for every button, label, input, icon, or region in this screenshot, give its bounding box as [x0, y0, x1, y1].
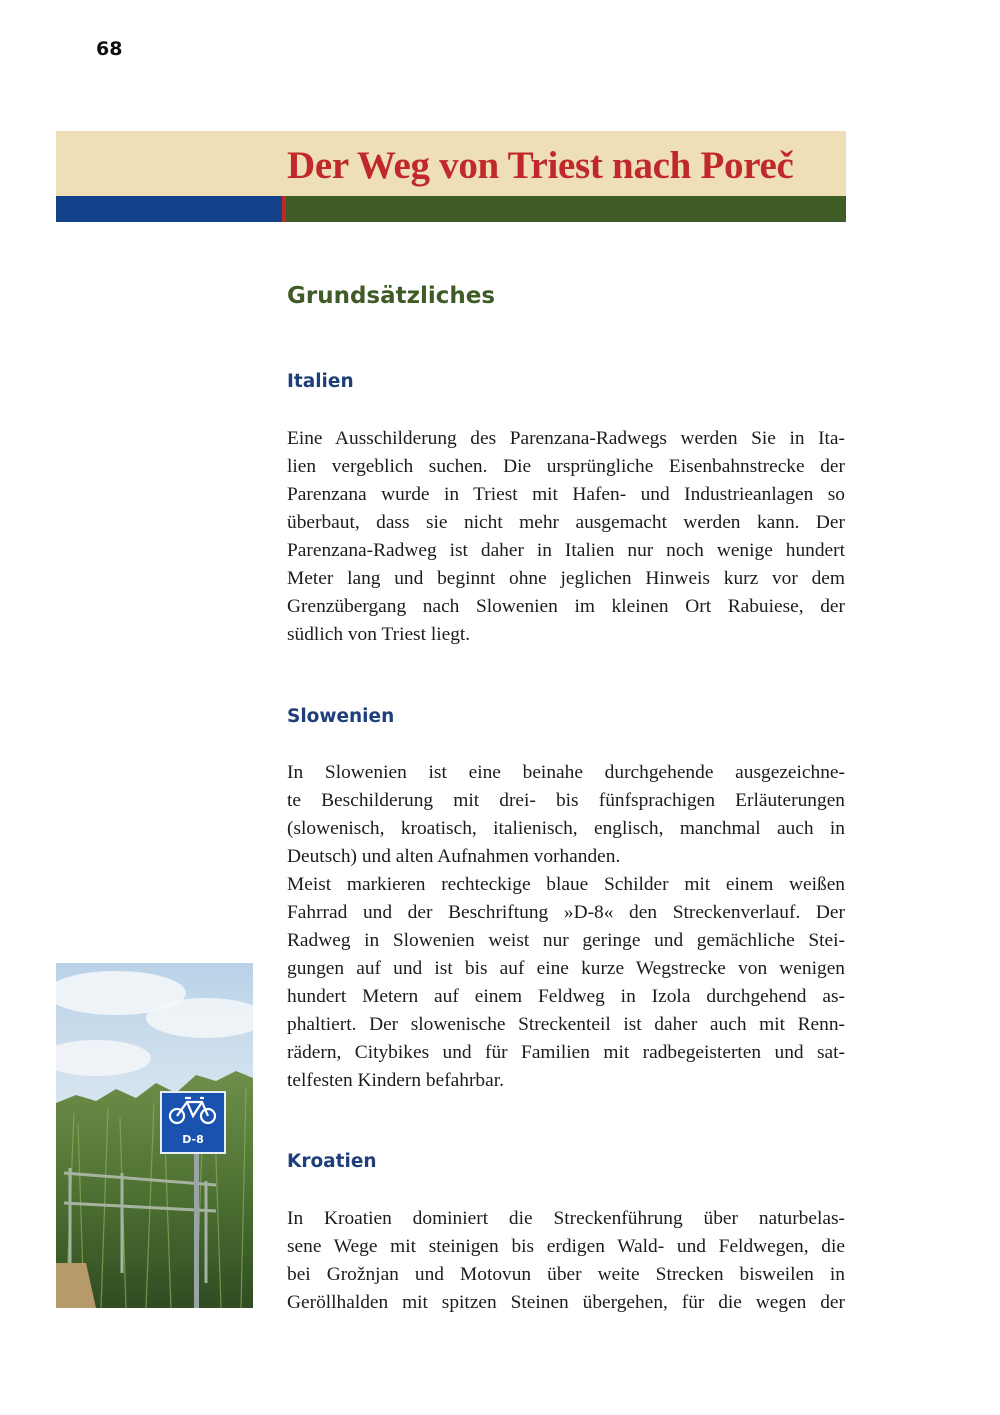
text-line: Geröllhalden mit spitzen Steinen übergehen, für die wegen der: [287, 1292, 845, 1313]
text-line: lien vergeblich suchen. Die ursprüngliche Eisenbahnstrecke der: [287, 456, 845, 477]
text-line: rädern, Citybikes und für Familien mit radbegeisterten und sat-: [287, 1042, 845, 1063]
text-line: te Beschilderung mit drei- bis fünfsprachigen Erläuterungen: [287, 790, 845, 811]
text-line: Parenzana wurde in Triest mit Hafen- und Industrieanlagen so: [287, 484, 845, 505]
text-line: Meist markieren rechteckige blaue Schilder mit einem weißen: [287, 874, 845, 895]
text-line: Radweg in Slowenien weist nur geringe und gemächliche Stei-: [287, 930, 845, 951]
subheading-kroatien: Kroatien: [287, 1151, 377, 1172]
sign-pole: [194, 1153, 199, 1308]
subheading-slowenien: Slowenien: [287, 706, 395, 727]
chapter-title: Der Weg von Triest nach Poreč: [287, 144, 794, 187]
subheading-italien: Italien: [287, 371, 354, 392]
sign-label: D-8: [182, 1133, 204, 1146]
text-line: Meter lang und beginnt ohne jeglichen Hinweis kurz vor dem: [287, 568, 845, 589]
section-heading: Grundsätzliches: [287, 283, 496, 309]
bike-route-sign-photo: [56, 963, 253, 1308]
text-line: bei Grožnjan und Motovun über weite Strecken bisweilen in: [287, 1264, 845, 1285]
text-line: telfesten Kindern befahrbar.: [287, 1070, 504, 1091]
text-line: phaltiert. Der slowenische Streckenteil ist daher auch mit Renn-: [287, 1014, 845, 1035]
text-line: Grenzübergang nach Slowenien im kleinen Ort Rabuiese, der: [287, 596, 845, 617]
text-line: überbaut, dass sie nicht mehr ausgemacht werden kann. Der: [287, 512, 845, 533]
text-line: In Kroatien dominiert die Streckenführung über naturbelas-: [287, 1208, 845, 1229]
title-stripe-green: [286, 196, 846, 222]
page-number: 68: [96, 38, 123, 60]
text-line: gungen auf und ist bis auf eine kurze Wegstrecke von wenigen: [287, 958, 845, 979]
paragraph-slowenien: [287, 759, 845, 1095]
paragraph-italien: [287, 425, 845, 649]
paragraph-kroatien: [287, 1205, 845, 1317]
text-line: Deutsch) und alten Aufnahmen vorhanden.: [287, 846, 621, 867]
title-stripe-blue: [56, 196, 282, 222]
text-line: hundert Metern auf einem Feldweg in Izola durchgehend as-: [287, 986, 845, 1007]
text-line: In Slowenien ist eine beinahe durchgehende ausgezeichne-: [287, 762, 845, 783]
text-line: Eine Ausschilderung des Parenzana-Radwegs werden Sie in Ita-: [287, 428, 845, 449]
chapter-title-band: [56, 131, 846, 196]
text-line: Parenzana-Radweg ist daher in Italien nur noch wenige hundert: [287, 540, 845, 561]
text-line: Fahrrad und der Beschriftung »D-8« den Streckenverlauf. Der: [287, 902, 845, 923]
text-line: (slowenisch, kroatisch, italienisch, englisch, manchmal auch in: [287, 818, 845, 839]
text-line: südlich von Triest liegt.: [287, 624, 471, 645]
text-line: sene Wege mit steinigen bis erdigen Wald- und Feldwegen, die: [287, 1236, 845, 1257]
